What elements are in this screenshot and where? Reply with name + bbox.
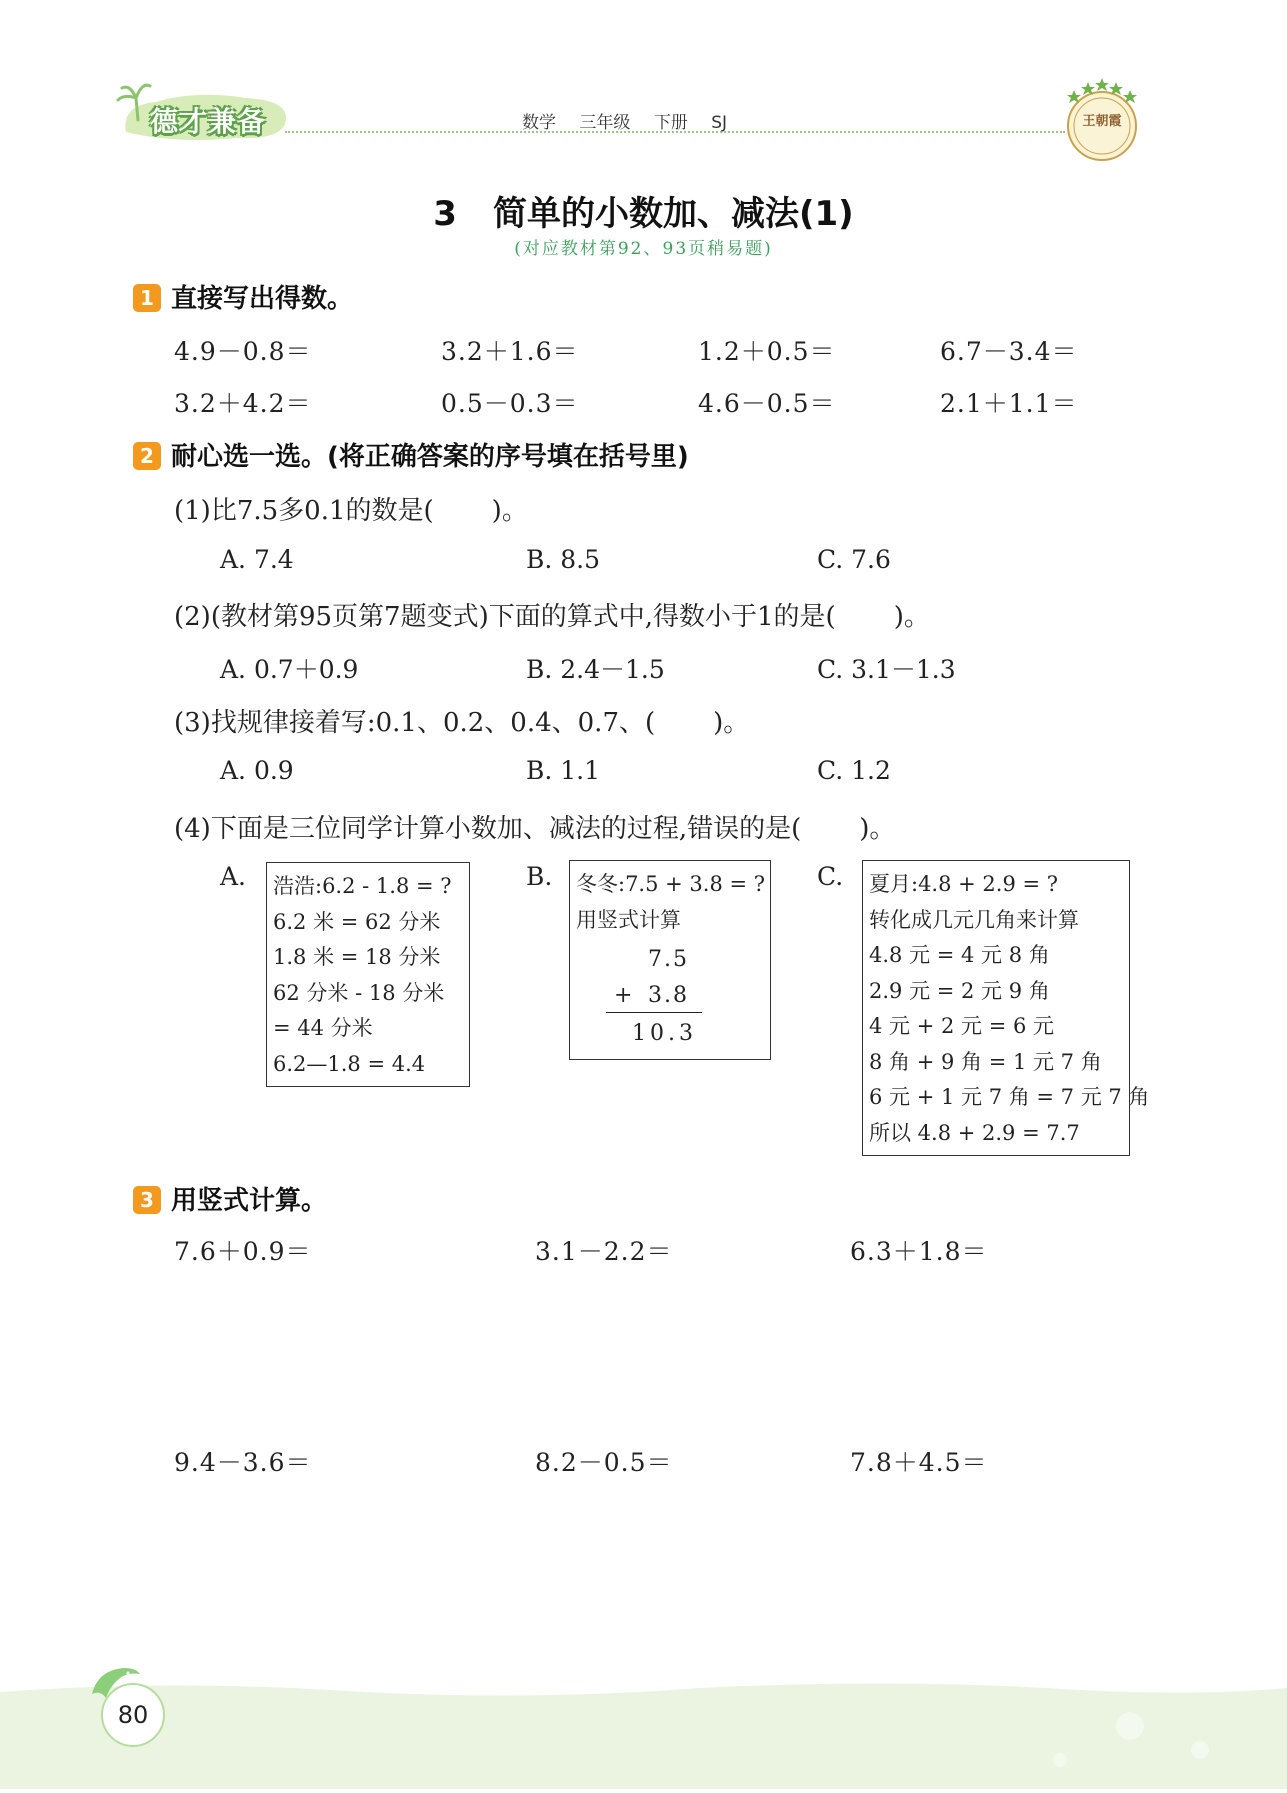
publisher-seal-text: 王朝霞 — [1082, 114, 1122, 129]
equation: 2.1＋1.1＝ — [940, 389, 1078, 418]
question-stem-end: )。 — [893, 602, 930, 632]
box-line: 6 元 + 1 元 7 角 = 7 元 7 角 — [869, 1085, 1150, 1109]
question-stem-end: )。 — [491, 496, 528, 526]
equation: 9.4－3.6＝ — [174, 1448, 312, 1477]
question-stem-end: )。 — [859, 814, 896, 844]
equation: 0.5－0.3＝ — [441, 389, 579, 418]
box-line: 所以 4.8 + 2.9 = 7.7 — [869, 1120, 1080, 1145]
equation: 8.2－0.5＝ — [535, 1448, 673, 1477]
box-line: 6.2 米 = 62 分米 — [273, 909, 441, 934]
box-line: 4.8 元 = 4 元 8 角 — [869, 943, 1050, 967]
equation: 3.2＋1.6＝ — [441, 337, 579, 366]
section-3-badge: 3 — [133, 1186, 161, 1214]
box-line: 冬冬:7.5 + 3.8 = ? — [576, 872, 766, 896]
question-stem: (2)(教材第95页第7题变式)下面的算式中,得数小于1的是( — [174, 602, 836, 632]
equation: 3.2＋4.2＝ — [174, 389, 312, 418]
question-3 — [174, 702, 749, 739]
solution-box-c — [862, 860, 1150, 1156]
question-4 — [174, 808, 895, 845]
section-3-heading — [133, 1180, 327, 1217]
equation: 4.6－0.5＝ — [698, 389, 836, 418]
section-2-title: 耐心选一选。(将正确答案的序号填在括号里) — [171, 442, 689, 472]
option-b: B. 1.1 — [526, 756, 601, 785]
sum-result: 10.3 — [632, 1021, 697, 1046]
addend-top: 7.5 — [648, 947, 689, 972]
box-line: = 44 分米 — [273, 1016, 373, 1040]
box-line: 4 元 + 2 元 = 6 元 — [869, 1014, 1055, 1038]
box-line: 6.2—1.8 = 4.4 — [273, 1051, 426, 1076]
box-line: 用竖式计算 — [576, 907, 681, 932]
equation: 1.2＋0.5＝ — [698, 337, 836, 366]
option-a: A. 0.9 — [220, 756, 294, 785]
plus-sign: + — [614, 983, 633, 1008]
equation: 6.3＋1.8＝ — [850, 1237, 988, 1266]
box-line: 62 分米 - 18 分米 — [273, 980, 445, 1005]
equation: 3.1－2.2＝ — [535, 1237, 673, 1266]
question-stem-end: )。 — [713, 708, 750, 738]
edition-label: SJ — [711, 113, 728, 133]
footer-band — [0, 1680, 1287, 1789]
option-a: A. 7.4 — [220, 545, 294, 574]
box-line: 夏月:4.8 + 2.9 = ? — [869, 872, 1059, 896]
header-meta — [522, 108, 745, 133]
equation: 7.8＋4.5＝ — [850, 1448, 988, 1477]
option-c: C. 1.2 — [817, 756, 891, 785]
section-1-badge: 1 — [133, 284, 161, 312]
question-stem: (3)找规律接着写:0.1、0.2、0.4、0.7、( — [174, 708, 656, 738]
volume-label: 下册 — [653, 113, 688, 133]
option-c: C. 7.6 — [817, 545, 891, 574]
box-line: 浩浩:6.2 - 1.8 = ? — [273, 874, 452, 898]
brand-title: 德才兼备 — [150, 105, 267, 138]
lesson-subtitle: (对应教材第92、93页稍易题) — [514, 239, 773, 259]
option-b: B. 8.5 — [526, 545, 601, 574]
section-1-title: 直接写出得数。 — [171, 284, 354, 314]
section-2-badge: 2 — [133, 442, 161, 470]
lesson-title — [0, 186, 1287, 235]
vertical-addition — [576, 938, 764, 1048]
option-c: C. 3.1－1.3 — [817, 655, 956, 684]
option-b-label: B. — [526, 862, 553, 891]
sum-line — [606, 1012, 702, 1013]
addend-bottom: 3.8 — [648, 983, 689, 1008]
option-a: A. 0.7＋0.9 — [220, 655, 359, 684]
box-line: 转化成几元几角来计算 — [869, 907, 1079, 932]
lesson-title-text: 简单的小数加、减法(1) — [492, 194, 854, 234]
solution-box-b — [569, 860, 771, 1060]
equation: 7.6＋0.9＝ — [174, 1237, 312, 1266]
equation: 6.7－3.4＝ — [940, 337, 1078, 366]
section-3-title: 用竖式计算。 — [171, 1186, 328, 1216]
question-stem: (4)下面是三位同学计算小数加、减法的过程,错误的是( — [174, 814, 802, 844]
box-line: 1.8 米 = 18 分米 — [273, 945, 441, 969]
question-2 — [174, 596, 930, 633]
lesson-number: 3 — [433, 194, 457, 234]
option-c-label: C. — [817, 862, 844, 891]
section-1-heading — [133, 278, 353, 315]
question-1 — [174, 490, 528, 527]
grade-label: 三年级 — [579, 113, 631, 133]
page-number: 80 — [101, 1683, 165, 1747]
box-line: 2.9 元 = 2 元 9 角 — [869, 978, 1050, 1003]
box-line: 8 角 + 9 角 = 1 元 7 角 — [869, 1049, 1102, 1074]
question-stem: (1)比7.5多0.1的数是( — [174, 496, 434, 526]
solution-box-a — [266, 862, 470, 1087]
option-a-label: A. — [220, 862, 247, 891]
subject-label: 数学 — [522, 113, 556, 133]
option-b: B. 2.4－1.5 — [526, 655, 665, 684]
section-2-heading — [133, 436, 689, 473]
equation: 4.9－0.8＝ — [174, 337, 312, 366]
